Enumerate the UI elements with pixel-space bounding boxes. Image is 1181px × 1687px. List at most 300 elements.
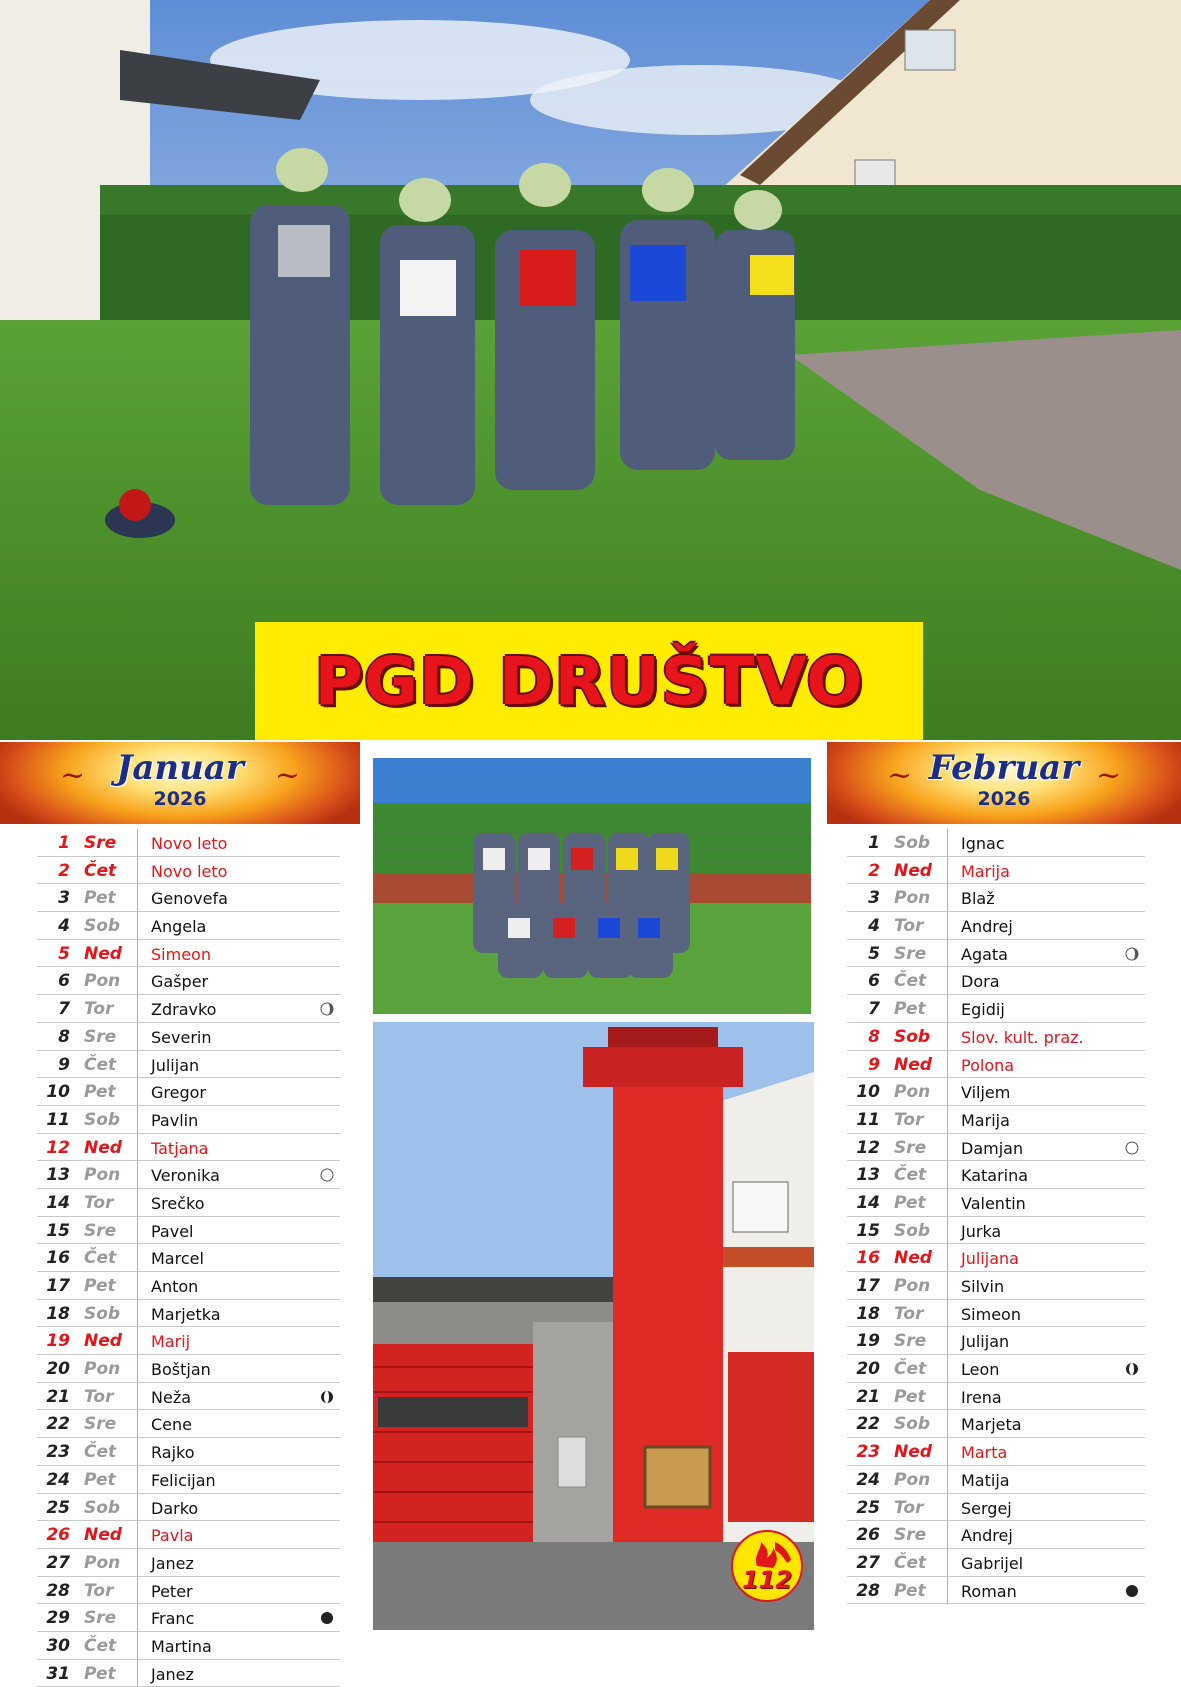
name-day: Srečko — [151, 1193, 205, 1213]
column-divider — [947, 995, 948, 1022]
column-divider — [137, 995, 138, 1022]
day-number: 12 — [46, 1137, 70, 1158]
calendar-row — [37, 995, 340, 1023]
moon-phase-icon — [320, 1167, 334, 1181]
weekday-label: Pon — [84, 971, 121, 992]
name-day: Peter — [151, 1581, 193, 1601]
column-divider — [947, 1106, 948, 1133]
weekday-label: Tor — [84, 1580, 114, 1601]
calendar-row — [37, 967, 340, 995]
weekday-label: Ned — [894, 860, 932, 881]
day-number: 18 — [46, 1303, 70, 1324]
day-number: 15 — [46, 1220, 70, 1241]
weekday-label: Ned — [894, 1442, 932, 1463]
weekday-label: Sre — [84, 1220, 117, 1241]
day-number: 12 — [856, 1137, 880, 1158]
page-title: PGD DRUŠTVO — [314, 642, 864, 720]
weekday-label: Ned — [894, 1248, 932, 1269]
column-divider — [947, 1023, 948, 1050]
weekday-label: Ned — [84, 943, 122, 964]
day-number: 23 — [856, 1442, 880, 1463]
calendar-row — [847, 1327, 1145, 1355]
day-number: 25 — [856, 1497, 880, 1518]
calendar-row — [847, 1300, 1145, 1328]
weekday-label: Tor — [894, 1497, 924, 1518]
name-day: Neža — [151, 1387, 192, 1407]
column-divider — [947, 1521, 948, 1548]
team-photo — [373, 758, 811, 1014]
name-day: Damjan — [961, 1138, 1024, 1158]
column-divider — [137, 829, 138, 856]
name-day: Polona — [961, 1055, 1015, 1075]
name-day: Andrej — [961, 1526, 1013, 1546]
column-divider — [947, 1355, 948, 1382]
column-divider — [137, 1244, 138, 1271]
calendar-row — [37, 1189, 340, 1217]
name-day: Novo leto — [151, 861, 228, 881]
column-divider — [947, 1549, 948, 1576]
weekday-label: Pet — [894, 1386, 926, 1407]
name-day: Slov. kult. praz. — [961, 1027, 1084, 1047]
february-name: Februar — [928, 748, 1080, 788]
calendar-row — [847, 1438, 1145, 1466]
weekday-label: Ned — [894, 1054, 932, 1075]
calendar-row — [847, 1023, 1145, 1051]
calendar-row — [847, 1106, 1145, 1134]
weekday-label: Ned — [84, 1137, 122, 1158]
column-divider — [947, 1383, 948, 1410]
calendar-row — [37, 857, 340, 885]
column-divider — [137, 1521, 138, 1548]
calendar-row — [847, 1355, 1145, 1383]
name-day: Valentin — [961, 1193, 1026, 1213]
column-divider — [137, 1549, 138, 1576]
calendar-row — [847, 1549, 1145, 1577]
column-divider — [137, 1438, 138, 1465]
weekday-label: Sob — [84, 1497, 121, 1518]
day-number: 30 — [46, 1635, 70, 1656]
calendar-row — [847, 1217, 1145, 1245]
calendar-row — [37, 829, 340, 857]
day-number: 19 — [46, 1331, 70, 1352]
name-day: Marij — [151, 1332, 191, 1352]
weekday-label: Sob — [894, 1026, 931, 1047]
calendar-row — [847, 995, 1145, 1023]
weekday-label: Pon — [84, 1165, 121, 1186]
weekday-label: Pon — [84, 1552, 121, 1573]
column-divider — [137, 884, 138, 911]
day-number: 11 — [856, 1109, 880, 1130]
weekday-label: Pon — [84, 1359, 121, 1380]
column-divider — [137, 1466, 138, 1493]
day-number: 8 — [868, 1026, 880, 1047]
column-divider — [137, 1023, 138, 1050]
name-day: Franc — [151, 1609, 195, 1629]
name-day: Egidij — [961, 1000, 1005, 1020]
calendar-row — [847, 1244, 1145, 1272]
weekday-label: Sre — [84, 1608, 117, 1629]
weekday-label: Tor — [84, 1386, 114, 1407]
calendar-row — [37, 1161, 340, 1189]
day-number: 16 — [856, 1248, 880, 1269]
name-day: Felicijan — [151, 1470, 216, 1490]
calendar-row — [37, 1355, 340, 1383]
column-divider — [947, 1410, 948, 1437]
weekday-label: Pet — [84, 1663, 116, 1684]
name-day: Simeon — [151, 944, 211, 964]
column-divider — [137, 1494, 138, 1521]
day-number: 18 — [856, 1303, 880, 1324]
name-day: Julijan — [961, 1332, 1010, 1352]
column-divider — [947, 1300, 948, 1327]
column-divider — [947, 967, 948, 994]
column-divider — [137, 1604, 138, 1631]
swash-right-ornament: ~ — [1095, 758, 1121, 793]
calendar-row — [37, 1051, 340, 1079]
day-number: 7 — [58, 999, 70, 1020]
weekday-label: Pon — [894, 888, 931, 909]
calendar-row — [847, 1521, 1145, 1549]
day-number: 21 — [46, 1386, 70, 1407]
calendar-row — [37, 1327, 340, 1355]
moon-phase-icon — [320, 1610, 334, 1624]
calendar-row — [37, 1438, 340, 1466]
calendar-row — [37, 1244, 340, 1272]
column-divider — [137, 1217, 138, 1244]
february-calendar — [847, 829, 1145, 1604]
name-day: Cene — [151, 1415, 192, 1435]
weekday-label: Čet — [84, 1442, 117, 1463]
name-day: Gabrijel — [961, 1553, 1024, 1573]
weekday-label: Čet — [84, 1635, 117, 1656]
weekday-label: Sre — [894, 943, 927, 964]
weekday-label: Pet — [894, 1192, 926, 1213]
column-divider — [947, 1078, 948, 1105]
day-number: 31 — [46, 1663, 70, 1684]
weekday-label: Sob — [894, 833, 931, 853]
name-day: Janez — [151, 1664, 194, 1684]
name-day: Blaž — [961, 889, 995, 909]
moon-phase-icon — [1125, 1361, 1139, 1375]
emergency-number: 112 — [741, 1566, 793, 1594]
weekday-label: Pet — [84, 1469, 116, 1490]
calendar-row — [37, 1660, 340, 1687]
column-divider — [947, 1438, 948, 1465]
weekday-label: Tor — [84, 999, 114, 1020]
day-number: 27 — [856, 1552, 880, 1573]
column-divider — [137, 1051, 138, 1078]
calendar-row — [847, 1161, 1145, 1189]
name-day: Katarina — [961, 1166, 1029, 1186]
column-divider — [137, 1134, 138, 1161]
day-number: 2 — [868, 860, 880, 881]
day-number: 20 — [856, 1359, 880, 1380]
column-divider — [137, 1355, 138, 1382]
column-divider — [137, 1300, 138, 1327]
column-divider — [137, 1327, 138, 1354]
column-divider — [137, 1272, 138, 1299]
day-number: 26 — [856, 1525, 880, 1546]
moon-phase-icon — [1125, 946, 1139, 960]
weekday-label: Sob — [894, 1220, 931, 1241]
day-number: 22 — [856, 1414, 880, 1435]
name-day: Marjeta — [961, 1415, 1022, 1435]
day-number: 6 — [868, 971, 880, 992]
day-number: 3 — [868, 888, 880, 909]
day-number: 17 — [856, 1276, 880, 1296]
day-number: 16 — [46, 1248, 70, 1269]
column-divider — [947, 1189, 948, 1216]
column-divider — [137, 1189, 138, 1216]
calendar-row — [37, 1410, 340, 1438]
calendar-row — [847, 1577, 1145, 1605]
column-divider — [947, 829, 948, 856]
weekday-label: Ned — [84, 1525, 122, 1546]
column-divider — [137, 1078, 138, 1105]
calendar-row — [847, 1466, 1145, 1494]
name-day: Gregor — [151, 1083, 206, 1103]
name-day: Martina — [151, 1636, 212, 1656]
column-divider — [947, 1272, 948, 1299]
moon-phase-icon — [1125, 1140, 1139, 1154]
column-divider — [137, 1660, 138, 1687]
day-number: 9 — [868, 1054, 880, 1075]
name-day: Novo leto — [151, 834, 228, 853]
calendar-row — [847, 1272, 1145, 1300]
name-day: Marija — [961, 1110, 1010, 1130]
column-divider — [137, 1632, 138, 1659]
day-number: 13 — [856, 1165, 880, 1186]
weekday-label: Sob — [84, 1109, 121, 1130]
column-divider — [137, 940, 138, 967]
column-divider — [947, 1494, 948, 1521]
weekday-label: Tor — [84, 1192, 114, 1213]
day-number: 10 — [856, 1082, 880, 1103]
calendar-row — [847, 940, 1145, 968]
calendar-row — [847, 912, 1145, 940]
day-number: 14 — [46, 1192, 70, 1213]
column-divider — [947, 884, 948, 911]
day-number: 5 — [58, 943, 70, 964]
weekday-label: Sob — [894, 1414, 931, 1435]
name-day: Marcel — [151, 1249, 204, 1269]
day-number: 4 — [868, 916, 880, 937]
column-divider — [947, 1134, 948, 1161]
weekday-label: Pon — [894, 1276, 931, 1296]
column-divider — [947, 1244, 948, 1271]
weekday-label: Pet — [894, 999, 926, 1020]
weekday-label: Tor — [894, 1303, 924, 1324]
weekday-label: Čet — [84, 1248, 117, 1269]
weekday-label: Pon — [894, 1082, 931, 1103]
day-number: 13 — [46, 1165, 70, 1186]
day-number: 24 — [46, 1469, 70, 1490]
day-number: 11 — [46, 1109, 70, 1130]
name-day: Anton — [151, 1277, 199, 1296]
calendar-row — [847, 1189, 1145, 1217]
name-day: Agata — [961, 944, 1008, 964]
name-day: Jurka — [961, 1221, 1002, 1241]
day-number: 5 — [868, 943, 880, 964]
calendar-row — [37, 1300, 340, 1328]
weekday-label: Pet — [84, 888, 116, 909]
swash-right-ornament: ~ — [274, 758, 300, 793]
day-number: 1 — [58, 833, 70, 853]
weekday-label: Sre — [84, 1026, 117, 1047]
calendar-row — [847, 1494, 1145, 1522]
day-number: 24 — [856, 1469, 880, 1490]
name-day: Severin — [151, 1027, 212, 1047]
weekday-label: Pon — [894, 1469, 931, 1490]
weekday-label: Čet — [84, 1054, 117, 1075]
swash-left-ornament: ~ — [887, 758, 913, 793]
name-day: Silvin — [961, 1277, 1005, 1296]
column-divider — [137, 912, 138, 939]
day-number: 7 — [868, 999, 880, 1020]
calendar-row — [847, 1134, 1145, 1162]
day-number: 19 — [856, 1331, 880, 1352]
weekday-label: Sre — [84, 1414, 117, 1435]
day-number: 15 — [856, 1220, 880, 1241]
day-number: 3 — [58, 888, 70, 909]
day-number: 9 — [58, 1054, 70, 1075]
day-number: 14 — [856, 1192, 880, 1213]
day-number: 22 — [46, 1414, 70, 1435]
name-day: Dora — [961, 972, 1000, 992]
calendar-row — [847, 884, 1145, 912]
day-number: 28 — [46, 1580, 70, 1601]
name-day: Gašper — [151, 972, 209, 992]
column-divider — [137, 967, 138, 994]
calendar-row — [37, 1604, 340, 1632]
day-number: 4 — [58, 916, 70, 937]
name-day: Pavlin — [151, 1110, 199, 1130]
column-divider — [137, 857, 138, 884]
name-day: Pavla — [151, 1526, 194, 1546]
day-number: 27 — [46, 1552, 70, 1573]
weekday-label: Čet — [894, 1165, 927, 1186]
column-divider — [137, 1383, 138, 1410]
calendar-row — [37, 1217, 340, 1245]
calendar-row — [37, 1023, 340, 1051]
column-divider — [947, 1327, 948, 1354]
calendar-row — [847, 1383, 1145, 1411]
column-divider — [137, 1410, 138, 1437]
weekday-label: Sre — [894, 1331, 927, 1352]
calendar-row — [37, 1632, 340, 1660]
name-day: Irena — [961, 1387, 1002, 1407]
weekday-label: Čet — [84, 860, 117, 881]
moon-phase-icon — [320, 1389, 334, 1403]
january-year: 2026 — [153, 788, 207, 810]
column-divider — [947, 1466, 948, 1493]
column-divider — [947, 1161, 948, 1188]
name-day: Darko — [151, 1498, 199, 1518]
column-divider — [947, 1577, 948, 1604]
name-day: Boštjan — [151, 1360, 211, 1380]
weekday-label: Tor — [894, 1109, 924, 1130]
name-day: Roman — [961, 1581, 1017, 1601]
calendar-row — [37, 1494, 340, 1522]
name-day: Janez — [151, 1553, 194, 1573]
column-divider — [947, 940, 948, 967]
name-day: Andrej — [961, 917, 1013, 937]
column-divider — [137, 1106, 138, 1133]
calendar-row — [37, 1549, 340, 1577]
calendar-row — [37, 1521, 340, 1549]
calendar-row — [847, 1078, 1145, 1106]
weekday-label: Pet — [84, 1082, 116, 1103]
day-number: 10 — [46, 1082, 70, 1103]
calendar-row — [37, 1106, 340, 1134]
weekday-label: Ned — [84, 1331, 122, 1352]
calendar-row — [37, 1466, 340, 1494]
moon-phase-icon — [320, 1001, 334, 1015]
day-number: 20 — [46, 1359, 70, 1380]
name-day: Viljem — [961, 1083, 1011, 1103]
name-day: Ignac — [961, 834, 1005, 853]
calendar-row — [37, 1134, 340, 1162]
february-header — [827, 742, 1181, 824]
day-number: 29 — [46, 1608, 70, 1629]
name-day: Julijan — [151, 1055, 200, 1075]
name-day: Rajko — [151, 1443, 195, 1463]
calendar-row — [847, 967, 1145, 995]
weekday-label: Sre — [84, 833, 117, 853]
calendar-row — [37, 940, 340, 968]
calendar-row — [37, 1577, 340, 1605]
name-day: Marta — [961, 1443, 1008, 1463]
name-day: Marija — [961, 861, 1010, 881]
calendar-row — [37, 884, 340, 912]
name-day: Veronika — [151, 1166, 220, 1186]
weekday-label: Sre — [894, 1525, 927, 1546]
weekday-label: Sob — [84, 1303, 121, 1324]
name-day: Angela — [151, 917, 207, 937]
column-divider — [947, 857, 948, 884]
day-number: 6 — [58, 971, 70, 992]
weekday-label: Čet — [894, 971, 927, 992]
weekday-label: Sre — [894, 1137, 927, 1158]
day-number: 28 — [856, 1580, 880, 1601]
february-year: 2026 — [977, 788, 1031, 810]
day-number: 8 — [58, 1026, 70, 1047]
weekday-label: Čet — [894, 1359, 927, 1380]
day-number: 25 — [46, 1497, 70, 1518]
name-day: Tatjana — [151, 1138, 209, 1158]
column-divider — [947, 912, 948, 939]
day-number: 17 — [46, 1276, 70, 1296]
calendar-row — [37, 1078, 340, 1106]
column-divider — [947, 1051, 948, 1078]
weekday-label: Čet — [894, 1552, 927, 1573]
title-banner — [255, 622, 923, 740]
weekday-label: Pet — [84, 1276, 116, 1296]
calendar-row — [847, 829, 1145, 857]
january-name: Januar — [116, 748, 244, 788]
january-calendar — [37, 829, 340, 1687]
calendar-row — [37, 1272, 340, 1300]
swash-left-ornament: ~ — [60, 758, 86, 793]
calendar-row — [847, 857, 1145, 885]
weekday-label: Pet — [894, 1580, 926, 1601]
weekday-label: Tor — [894, 916, 924, 937]
day-number: 21 — [856, 1386, 880, 1407]
calendar-row — [847, 1051, 1145, 1079]
column-divider — [947, 1217, 948, 1244]
moon-phase-icon — [1125, 1583, 1139, 1597]
emergency-112-badge — [731, 1530, 803, 1602]
